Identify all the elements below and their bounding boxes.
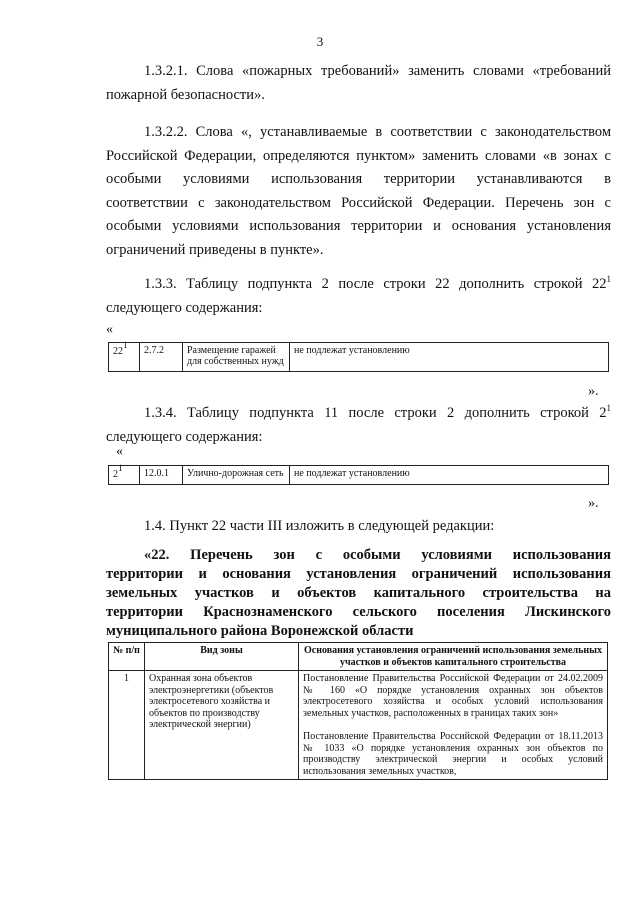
table-row bbox=[109, 671, 608, 780]
paragraph-1-3-2-2 bbox=[106, 121, 611, 262]
row-name: Размещение гаражей для собственных нужд bbox=[183, 343, 290, 372]
paragraph-line: следующего содержания: bbox=[106, 428, 263, 445]
header-basis: Основания установления ограничений использования земельных участков и объектов капитального строительства bbox=[299, 643, 608, 671]
paragraph-line: пожарной безопасности». bbox=[106, 86, 265, 103]
heading-line: территории и основания установления ограничений использования bbox=[106, 566, 611, 582]
paragraph-1-4 bbox=[106, 515, 611, 539]
basis-paragraph: Постановление Правительства Российской Федерации от 18.11.2013 № 1033 «О порядке установления охранных зон объектов по производству электрической энергии и особых условий использования земельных участков, bbox=[303, 731, 603, 777]
quote-open: « bbox=[106, 322, 113, 337]
paragraph-1-3-4 bbox=[106, 402, 611, 449]
heading-line: территории Краснознаменского сельского поселения Лискинского bbox=[106, 604, 611, 620]
paragraph-line: особыми условиями использования территории и основания установления bbox=[106, 218, 611, 234]
cell-zone-type: Охранная зона объектов электроэнергетики (объектов электросетевого хозяйства и объектов по производству электрической энергии) bbox=[145, 671, 299, 780]
row-name: Улично-дорожная сеть bbox=[183, 466, 290, 485]
paragraph-line: следующего содержания: bbox=[106, 299, 263, 316]
table-header-row bbox=[109, 643, 608, 671]
row-code: 12.0.1 bbox=[140, 466, 183, 485]
header-zone-type: Вид зоны bbox=[145, 643, 299, 671]
paragraph-line: особыми условиями использования территории устанавливаются в bbox=[106, 171, 611, 187]
table-row-2-1 bbox=[108, 465, 609, 485]
row-value: не подлежат установлению bbox=[290, 466, 609, 485]
page-number: 3 bbox=[316, 34, 324, 49]
quote-close: ». bbox=[588, 384, 599, 399]
row-value: не подлежат установлению bbox=[290, 343, 609, 372]
header-number: № п/п bbox=[109, 643, 145, 671]
paragraph-line: 1.4. Пункт 22 части III изложить в следующей редакции: bbox=[144, 518, 495, 534]
quote-close: ». bbox=[588, 496, 599, 511]
cell-basis bbox=[299, 671, 608, 780]
paragraph-line: ограничений приведены в пункте». bbox=[106, 241, 324, 258]
paragraph-line: 1.3.4. Таблицу подпункта 11 после строки 2 дополнить строкой $2^1$ bbox=[144, 403, 611, 421]
paragraph-1-3-3 bbox=[106, 273, 611, 320]
paragraph-line: 1.3.2.2. Слова «, устанавливаемые в соответствии с законодательством bbox=[144, 124, 611, 140]
paragraph-line: соответствии с законодательством Российской Федерации. Перечень зон с bbox=[106, 194, 611, 211]
cell-number: 1 bbox=[109, 671, 145, 780]
row-number: $2^1$ bbox=[109, 466, 140, 485]
heading-line: муниципального района Воронежской области bbox=[106, 623, 414, 639]
section-heading bbox=[106, 546, 611, 641]
paragraph-line: 1.3.2.1. Слова «пожарных требований» заменить словами «требований bbox=[144, 63, 611, 79]
row-code: 2.7.2 bbox=[140, 343, 183, 372]
zones-table bbox=[108, 642, 608, 780]
basis-paragraph: Постановление Правительства Российской Федерации от 24.02.2009 № 160 «О порядке установления охранных зон объектов электросетевого хозяйства и особых условий использования земельных участков, расположенных в границах таких зон» bbox=[303, 673, 603, 719]
paragraph-line: Российской Федерации, определяются пунктом» заменить словами «в зонах с bbox=[106, 147, 611, 164]
heading-line: «22. Перечень зон с особыми условиями использования bbox=[144, 547, 611, 563]
table-row-22-1 bbox=[108, 342, 609, 372]
paragraph-1-3-2-1 bbox=[106, 60, 611, 107]
heading-line: земельных участков и объектов капитального строительства на bbox=[106, 585, 611, 601]
paragraph-line: 1.3.3. Таблицу подпункта 2 после строки 22 дополнить строкой $22^1$ bbox=[144, 274, 611, 292]
row-number: $22^1$ bbox=[109, 343, 140, 372]
quote-open: « bbox=[116, 444, 123, 459]
